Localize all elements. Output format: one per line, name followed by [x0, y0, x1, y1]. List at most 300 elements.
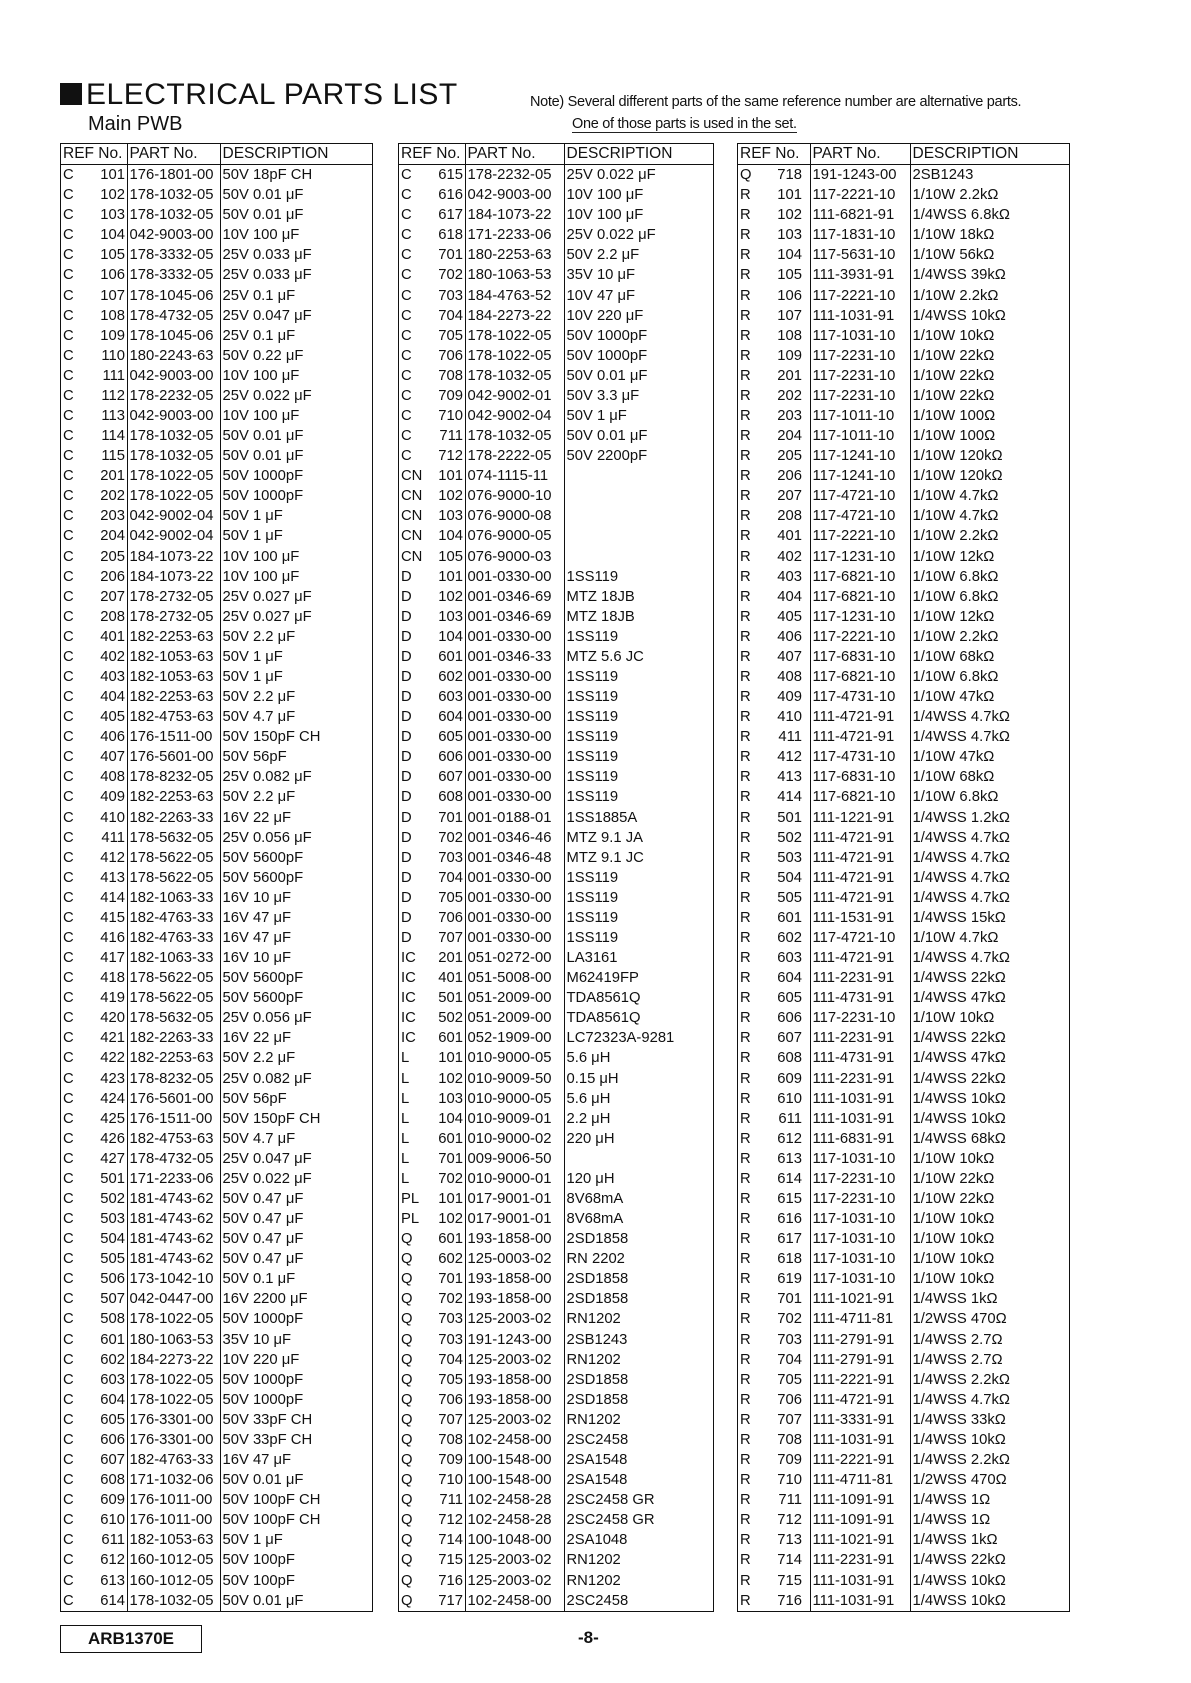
ref-number: 608: [777, 1050, 802, 1067]
part-number-cell: 176-5601-00: [127, 1089, 220, 1109]
ref-cell: [399, 245, 465, 265]
ref-number: 703: [438, 1331, 463, 1348]
description-cell: RN1202: [564, 1309, 713, 1329]
table-row: [738, 1269, 1069, 1289]
description-cell: 1/10W 18kΩ: [910, 225, 1069, 245]
part-number-cell: 178-1022-05: [127, 1309, 220, 1329]
part-number-cell: 176-1511-00: [127, 1109, 220, 1129]
ref-prefix: C: [63, 287, 74, 304]
ref-cell: [61, 888, 127, 908]
ref-prefix: C: [63, 1572, 74, 1589]
ref-cell: [61, 667, 127, 687]
table-row: [61, 406, 372, 426]
table-row: [61, 306, 372, 326]
description-cell: 50V 0.47 μF: [220, 1189, 372, 1209]
ref-number: 103: [777, 227, 802, 244]
table-row: [61, 1289, 372, 1309]
ref-prefix: PL: [401, 1191, 420, 1208]
part-number-cell: 111-4721-91: [810, 948, 910, 968]
part-number-cell: 042-9003-00: [127, 225, 220, 245]
ref-prefix: C: [63, 1391, 74, 1408]
ref-number: 501: [438, 990, 463, 1007]
part-number-cell: 117-2231-10: [810, 1189, 910, 1209]
ref-cell: [399, 1591, 465, 1611]
table-row: [61, 1350, 372, 1370]
part-number-cell: 117-2221-10: [810, 285, 910, 305]
part-number-cell: 117-1031-10: [810, 1209, 910, 1229]
part-number-cell: 042-9003-00: [127, 366, 220, 386]
ref-number: 106: [777, 287, 802, 304]
ref-cell: [399, 848, 465, 868]
ref-number: 601: [438, 648, 463, 665]
table-row: [738, 1109, 1069, 1129]
ref-prefix: C: [63, 1291, 74, 1308]
ref-prefix: R: [740, 849, 751, 866]
ref-number: 426: [100, 1130, 125, 1147]
ref-cell: [738, 165, 810, 186]
description-cell: 25V 0.022 μF: [564, 225, 713, 245]
table-row: [399, 1390, 713, 1410]
ref-cell: [738, 627, 810, 647]
table-row: [738, 747, 1069, 767]
ref-cell: [61, 466, 127, 486]
description-cell: 2SA1548: [564, 1450, 713, 1470]
description-cell: 1/10W 47kΩ: [910, 687, 1069, 707]
part-number-cell: 117-2221-10: [810, 185, 910, 205]
ref-prefix: R: [740, 267, 751, 284]
ref-cell: [738, 1490, 810, 1510]
part-number-cell: 193-1858-00: [465, 1390, 564, 1410]
description-cell: 1SS119: [564, 667, 713, 687]
ref-cell: [738, 647, 810, 667]
description-cell: 1SS119: [564, 767, 713, 787]
ref-number: 409: [100, 789, 125, 806]
description-cell: 1/10W 22kΩ: [910, 1169, 1069, 1189]
ref-number: 609: [100, 1492, 125, 1509]
part-number-cell: 178-1022-05: [465, 346, 564, 366]
ref-prefix: R: [740, 1592, 751, 1609]
table-row: [399, 466, 713, 486]
ref-number: 107: [100, 287, 125, 304]
part-number-cell: 117-1031-10: [810, 1269, 910, 1289]
table-row: [738, 1069, 1069, 1089]
part-number-cell: 182-2263-33: [127, 808, 220, 828]
section-subtitle: Main PWB: [88, 113, 183, 135]
part-number-cell: 102-2458-28: [465, 1490, 564, 1510]
description-cell: 50V 1 μF: [220, 667, 372, 687]
parts-table-2: [398, 143, 714, 1612]
part-number-cell: 111-2231-91: [810, 1069, 910, 1089]
ref-cell: [399, 386, 465, 406]
ref-prefix: R: [740, 187, 751, 204]
ref-cell: [399, 647, 465, 667]
ref-prefix: C: [401, 407, 412, 424]
ref-cell: [61, 406, 127, 426]
table-row: [738, 1370, 1069, 1390]
ref-prefix: D: [401, 869, 412, 886]
ref-number: 201: [438, 950, 463, 967]
description-cell: 10V 100 μF: [220, 406, 372, 426]
ref-cell: [61, 1450, 127, 1470]
part-number-cell: 111-2791-91: [810, 1330, 910, 1350]
ref-number: 707: [777, 1411, 802, 1428]
part-number-cell: 117-4731-10: [810, 747, 910, 767]
description-cell: MTZ 18JB: [564, 607, 713, 627]
table-row: [738, 1289, 1069, 1309]
table-header-row: [738, 144, 1069, 165]
ref-prefix: R: [740, 789, 751, 806]
ref-number: 607: [777, 1030, 802, 1047]
ref-number: 707: [438, 930, 463, 946]
description-cell: 2SC2458: [564, 1591, 713, 1611]
ref-number: 206: [100, 568, 125, 585]
table-row: [399, 1550, 713, 1570]
part-number-cell: 111-4731-91: [810, 988, 910, 1008]
table-row: [61, 165, 372, 186]
ref-prefix: Q: [401, 1431, 413, 1448]
ref-cell: [738, 747, 810, 767]
table-row: [738, 1089, 1069, 1109]
ref-number: 709: [777, 1452, 802, 1469]
ref-number: 619: [777, 1271, 802, 1288]
table-row: [399, 1169, 713, 1189]
ref-number: 402: [100, 648, 125, 665]
table-row: [399, 486, 713, 506]
part-number-cell: 171-2233-06: [465, 225, 564, 245]
ref-prefix: C: [63, 990, 74, 1007]
ref-prefix: R: [740, 1050, 751, 1067]
part-number-cell: 111-1531-91: [810, 908, 910, 928]
ref-prefix: C: [401, 347, 412, 364]
ref-prefix: C: [63, 1130, 74, 1147]
ref-prefix: R: [740, 428, 751, 445]
part-number-cell: 184-4763-52: [465, 285, 564, 305]
description-cell: 1SS119: [564, 687, 713, 707]
part-number-cell: 042-9002-04: [127, 526, 220, 546]
ref-number: 112: [101, 387, 125, 404]
table-row: [738, 908, 1069, 928]
description-cell: 5.6 μH: [564, 1089, 713, 1109]
ref-cell: [61, 808, 127, 828]
table-row: [399, 386, 713, 406]
description-cell: 25V 0.082 μF: [220, 1069, 372, 1089]
table-row: [61, 1530, 372, 1550]
ref-cell: [738, 1008, 810, 1028]
ref-number: 602: [438, 1251, 463, 1268]
ref-cell: [399, 466, 465, 486]
ref-cell: [738, 988, 810, 1008]
ref-cell: [61, 687, 127, 707]
ref-number: 101: [438, 568, 463, 585]
ref-number: 101: [438, 1191, 463, 1208]
description-cell: 1/4WSS 4.7kΩ: [910, 828, 1069, 848]
document-code: ARB1370E: [60, 1625, 202, 1653]
table-row: [61, 1470, 372, 1490]
ref-prefix: C: [63, 1351, 74, 1368]
ref-prefix: R: [740, 608, 751, 625]
ref-number: 610: [777, 1090, 802, 1107]
ref-cell: [61, 165, 127, 186]
description-cell: 50V 56pF: [220, 747, 372, 767]
part-number-cell: 051-2009-00: [465, 988, 564, 1008]
ref-number: 502: [438, 1010, 463, 1027]
ref-cell: [738, 426, 810, 446]
ref-cell: [61, 1350, 127, 1370]
table-row: [399, 848, 713, 868]
description-cell: 1/10W 22kΩ: [910, 346, 1069, 366]
ref-prefix: C: [63, 1512, 74, 1529]
table-row: [738, 506, 1069, 526]
ref-cell: [399, 1189, 465, 1209]
part-number-cell: 182-1053-63: [127, 667, 220, 687]
ref-prefix: Q: [401, 1492, 413, 1509]
table-row: [399, 1450, 713, 1470]
description-cell: 1/10W 100Ω: [910, 426, 1069, 446]
description-cell: 1/4WSS 22kΩ: [910, 1069, 1069, 1089]
table-row: [399, 607, 713, 627]
ref-cell: [61, 1069, 127, 1089]
description-cell: 50V 100pF: [220, 1550, 372, 1570]
ref-number: 705: [438, 327, 463, 344]
ref-prefix: C: [63, 1090, 74, 1107]
ref-cell: [399, 828, 465, 848]
table-row: [61, 1048, 372, 1068]
table-row: [738, 1048, 1069, 1068]
table-row: [738, 787, 1069, 807]
ref-cell: [738, 1470, 810, 1490]
table-row: [738, 647, 1069, 667]
part-number-cell: 074-1115-11: [465, 466, 564, 486]
table-row: [738, 366, 1069, 386]
table-row: [61, 185, 372, 205]
ref-number: 104: [777, 247, 802, 264]
ref-cell: [61, 1229, 127, 1249]
description-cell: 50V 2.2 μF: [564, 245, 713, 265]
ref-number: 615: [777, 1191, 802, 1208]
description-cell: 50V 1000pF: [220, 486, 372, 506]
ref-number: 109: [100, 327, 125, 344]
description-cell: 0.15 μH: [564, 1069, 713, 1089]
description-cell: 25V 0.056 μF: [220, 828, 372, 848]
part-number-cell: 178-1032-05: [465, 366, 564, 386]
part-number-cell: 010-9000-01: [465, 1169, 564, 1189]
ref-prefix: C: [63, 950, 74, 967]
part-number-cell: 125-2003-02: [465, 1570, 564, 1590]
part-number-cell: 178-2232-05: [465, 165, 564, 186]
title-text: ELECTRICAL PARTS LIST: [86, 78, 458, 111]
description-cell: MTZ 18JB: [564, 587, 713, 607]
ref-prefix: R: [740, 668, 751, 685]
ref-cell: [399, 587, 465, 607]
ref-number: 709: [438, 1452, 463, 1469]
ref-cell: [399, 506, 465, 526]
ref-prefix: R: [740, 709, 751, 726]
ref-cell: [738, 1229, 810, 1249]
ref-prefix: CN: [401, 468, 423, 485]
ref-prefix: C: [63, 367, 74, 384]
table-row: [738, 888, 1069, 908]
ref-number: 607: [438, 769, 463, 786]
ref-cell: [738, 1430, 810, 1450]
part-number-cell: 111-1031-91: [810, 1570, 910, 1590]
table-row: [399, 1350, 713, 1370]
ref-number: 108: [100, 307, 125, 324]
ref-cell: [738, 406, 810, 426]
ref-cell: [61, 928, 127, 948]
ref-cell: [738, 446, 810, 466]
part-number-cell: 176-3301-00: [127, 1430, 220, 1450]
table-row: [61, 707, 372, 727]
note-line-1: Note) Several different parts of the same reference number are alternative parts.: [530, 94, 1022, 110]
ref-prefix: C: [63, 789, 74, 806]
ref-cell: [61, 346, 127, 366]
description-cell: 1/10W 4.7kΩ: [910, 928, 1069, 948]
ref-prefix: C: [63, 428, 74, 445]
description-cell: 220 μH: [564, 1129, 713, 1149]
description-cell: 1/10W 22kΩ: [910, 1189, 1069, 1209]
table-row: [61, 607, 372, 627]
ref-prefix: C: [63, 829, 74, 846]
ref-number: 101: [438, 1050, 463, 1067]
ref-cell: [399, 767, 465, 787]
ref-prefix: Q: [401, 1552, 413, 1569]
ref-prefix: C: [63, 187, 74, 204]
ref-prefix: C: [63, 167, 74, 184]
part-number-cell: 111-4721-91: [810, 828, 910, 848]
ref-number: 606: [100, 1431, 125, 1448]
description-cell: 1/10W 120kΩ: [910, 446, 1069, 466]
square-bullet-icon: [60, 83, 82, 105]
ref-prefix: Q: [401, 1512, 413, 1529]
ref-prefix: R: [740, 1512, 751, 1529]
description-cell: 50V 100pF CH: [220, 1490, 372, 1510]
description-cell: 35V 10 μF: [564, 265, 713, 285]
ref-prefix: R: [740, 1572, 751, 1589]
table-row: [61, 868, 372, 888]
part-number-cell: 178-2732-05: [127, 587, 220, 607]
part-number-cell: 193-1858-00: [465, 1289, 564, 1309]
part-number-cell: 051-2009-00: [465, 1008, 564, 1028]
table-row: [399, 245, 713, 265]
table-row: [738, 306, 1069, 326]
ref-prefix: R: [740, 1030, 751, 1047]
ref-prefix: D: [401, 628, 412, 645]
ref-cell: [399, 1350, 465, 1370]
ref-cell: [399, 1370, 465, 1390]
ref-cell: [399, 1470, 465, 1490]
ref-number: 711: [439, 428, 463, 445]
part-number-cell: 111-1091-91: [810, 1490, 910, 1510]
part-number-cell: 010-9000-05: [465, 1089, 564, 1109]
description-cell: 2.2 μH: [564, 1109, 713, 1129]
ref-prefix: R: [740, 448, 751, 465]
ref-number: 703: [438, 287, 463, 304]
description-cell: 1/10W 10kΩ: [910, 1149, 1069, 1169]
ref-prefix: C: [63, 608, 74, 625]
ref-prefix: C: [63, 1211, 74, 1228]
description-cell: 1/10W 22kΩ: [910, 366, 1069, 386]
ref-number: 410: [100, 809, 125, 826]
ref-number: 109: [777, 347, 802, 364]
part-number-cell: 111-4721-91: [810, 888, 910, 908]
table-row: [738, 1028, 1069, 1048]
ref-cell: [399, 265, 465, 285]
part-number-cell: 001-0330-00: [465, 888, 564, 908]
ref-number: 103: [438, 508, 463, 525]
ref-number: 407: [777, 648, 802, 665]
part-number-cell: 182-2263-33: [127, 1028, 220, 1048]
description-cell: 1/4WSS 4.7kΩ: [910, 888, 1069, 908]
part-number-cell: 182-1063-33: [127, 888, 220, 908]
ref-prefix: C: [63, 648, 74, 665]
part-number-cell: 184-2273-22: [465, 306, 564, 326]
table-row: [61, 828, 372, 848]
ref-number: 113: [101, 407, 125, 424]
ref-cell: [61, 1289, 127, 1309]
ref-prefix: C: [63, 1311, 74, 1328]
ref-number: 702: [438, 1291, 463, 1308]
table-row: [738, 1430, 1069, 1450]
ref-number: 610: [100, 1512, 125, 1529]
ref-cell: [61, 848, 127, 868]
part-number-cell: 178-5632-05: [127, 828, 220, 848]
ref-prefix: Q: [401, 1351, 413, 1368]
description-cell: 10V 100 μF: [220, 567, 372, 587]
ref-cell: [738, 1189, 810, 1209]
ref-number: 605: [777, 990, 802, 1007]
description-cell: 1/4WSS 15kΩ: [910, 908, 1069, 928]
description-cell: 10V 100 μF: [220, 546, 372, 566]
ref-prefix: C: [63, 930, 74, 946]
part-number-cell: 160-1012-05: [127, 1550, 220, 1570]
table-header-row: [61, 144, 372, 165]
table-row: [399, 1069, 713, 1089]
ref-cell: [61, 1330, 127, 1350]
part-number-cell: 182-1053-63: [127, 1530, 220, 1550]
ref-prefix: Q: [401, 1572, 413, 1589]
ref-prefix: R: [740, 1110, 751, 1127]
part-number-cell: 182-4763-33: [127, 928, 220, 948]
description-cell: 2SC2458 GR: [564, 1490, 713, 1510]
ref-number: 702: [438, 267, 463, 284]
description-cell: 2SD1858: [564, 1370, 713, 1390]
description-cell: 1/4WSS 47kΩ: [910, 988, 1069, 1008]
description-cell: 1/4WSS 39kΩ: [910, 265, 1069, 285]
ref-cell: [399, 1450, 465, 1470]
table-row: [61, 787, 372, 807]
ref-cell: [399, 486, 465, 506]
ref-number: 711: [439, 1492, 463, 1509]
ref-number: 714: [438, 1532, 463, 1549]
ref-cell: [399, 1530, 465, 1550]
ref-prefix: R: [740, 347, 751, 364]
col-ref-header: REF No.: [738, 144, 810, 165]
ref-cell: [399, 627, 465, 647]
description-cell: 50V 4.7 μF: [220, 1129, 372, 1149]
description-cell: 1/10W 68kΩ: [910, 647, 1069, 667]
table-row: [61, 265, 372, 285]
description-cell: [564, 546, 713, 566]
ref-cell: [738, 1069, 810, 1089]
ref-prefix: C: [401, 448, 412, 465]
ref-cell: [399, 185, 465, 205]
ref-prefix: R: [740, 1492, 751, 1509]
part-number-cell: 111-4721-91: [810, 848, 910, 868]
table-row: [61, 808, 372, 828]
part-number-cell: 171-1032-06: [127, 1470, 220, 1490]
description-cell: 1/4WSS 10kΩ: [910, 1570, 1069, 1590]
part-number-cell: 117-2221-10: [810, 627, 910, 647]
